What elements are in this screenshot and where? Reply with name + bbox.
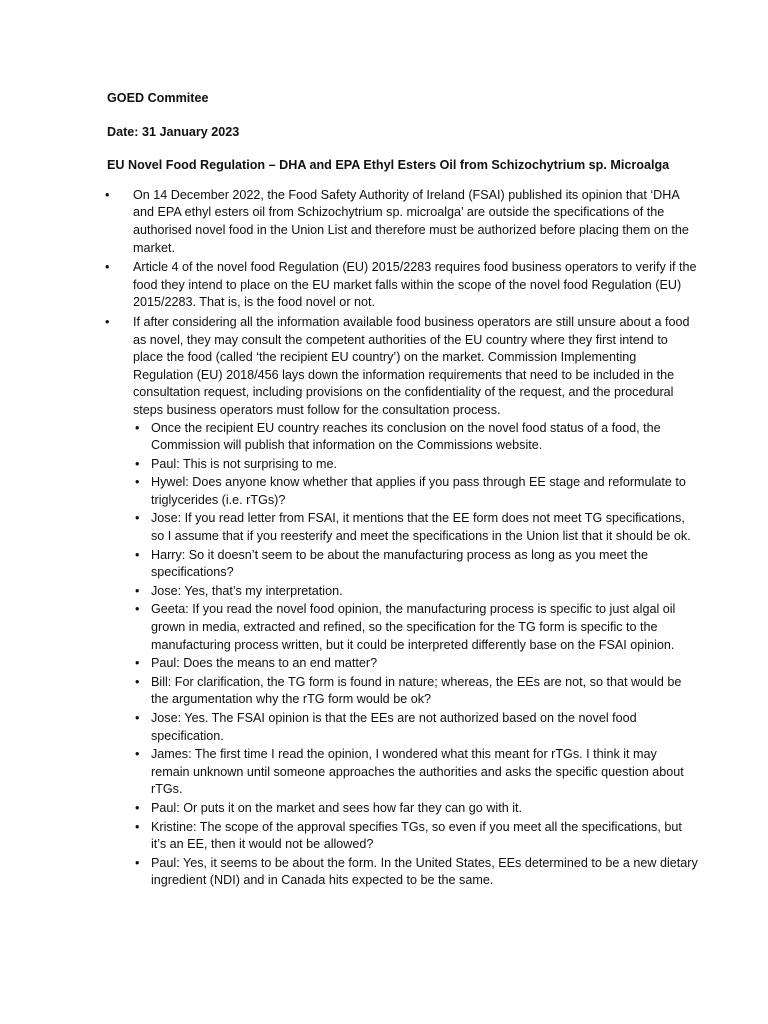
bullet-item: • Article 4 of the novel food Regulation (EU) 2015/2283 requires food business operators to verify if the food they intend to place on the EU market falls within the scope of the novel food Regulation (EU) 2015/2283. That is, is the food novel or not. bbox=[107, 259, 698, 312]
sub-bullet-list bbox=[133, 420, 698, 890]
sub-bullet-item: • James: The first time I read the opinion, I wondered what this meant for rTGs. I think it may remain unknown until someone approaches the authorities and asks the specific question about rTGs. bbox=[133, 746, 698, 799]
sub-bullet-item: • Paul: Yes, it seems to be about the form. In the United States, EEs determined to be a new dietary ingredient (NDI) and in Canada hits expected to be the same. bbox=[133, 855, 698, 890]
sub-bullet-item: • Jose: If you read letter from FSAI, it mentions that the EE form does not meet TG specifications, so I assume that if you reesterify and meet the specifications in the Union list that it should be ok. bbox=[133, 510, 698, 545]
meeting-date: Date: 31 January 2023 bbox=[107, 124, 240, 139]
sub-bullet-item: • Paul: This is not surprising to me. bbox=[133, 456, 698, 474]
bullet-text: If after considering all the information available food business operators are still unsure about a food as novel, they may consult the competent authorities of the EU country where they first intend to place the food (called ‘the recipient EU country’) on the market. Commission Implementing Regulation (EU) 2018/456 lays down the information requirements that need to be included in the consultation request, including provisions on the confidentiality of the request, and the procedural steps business operators must follow for the consultation process. bbox=[133, 314, 690, 417]
sub-bullet-item: • Paul: Or puts it on the market and sees how far they can go with it. bbox=[133, 800, 698, 818]
sub-bullet-item: • Geeta: If you read the novel food opinion, the manufacturing process is specific to just algal oil grown in media, extracted and refined, so the specification for the TG form is specific to the manufacturing process written, but it could be interpreted differently base on the FSAI opinion. bbox=[133, 601, 698, 654]
document-title: EU Novel Food Regulation – DHA and EPA Ethyl Esters Oil from Schizochytrium sp. Microalga bbox=[107, 158, 670, 173]
sub-bullet-item: • Bill: For clarification, the TG form is found in nature; whereas, the EEs are not, so that would be the argumentation why the rTG form would be ok? bbox=[133, 674, 698, 709]
sub-bullet-item: • Harry: So it doesn’t seem to be about the manufacturing process as long as you meet the specifications? bbox=[133, 547, 698, 582]
main-bullet-list bbox=[107, 187, 698, 890]
sub-bullet-item: • Paul: Does the means to an end matter? bbox=[133, 655, 698, 673]
bullet-item: • On 14 December 2022, the Food Safety Authority of Ireland (FSAI) published its opinion that ‘DHA and EPA ethyl esters oil from Schizochytrium sp. microalga’ are outside the specifications of the authorised novel food in the Union List and therefore must be authorized before placing them on the market. bbox=[107, 187, 698, 257]
sub-bullet-item: • Kristine: The scope of the approval specifies TGs, so even if you meet all the specifications, but it’s an EE, then it would not be allowed? bbox=[133, 819, 698, 854]
sub-bullet-item: • Jose: Yes, that’s my interpretation. bbox=[133, 583, 698, 601]
sub-bullet-item: • Jose: Yes. The FSAI opinion is that the EEs are not authorized based on the novel food specification. bbox=[133, 710, 698, 745]
sub-bullet-item: • Once the recipient EU country reaches its conclusion on the novel food status of a food, the Commission will publish that information on the Commissions website. bbox=[133, 420, 698, 455]
committee-name: GOED Commitee bbox=[107, 91, 209, 105]
bullet-item-with-sublist bbox=[107, 314, 698, 890]
sub-bullet-item: • Hywel: Does anyone know whether that applies if you pass through EE stage and reformulate to triglycerides (i.e. rTGs)? bbox=[133, 474, 698, 509]
